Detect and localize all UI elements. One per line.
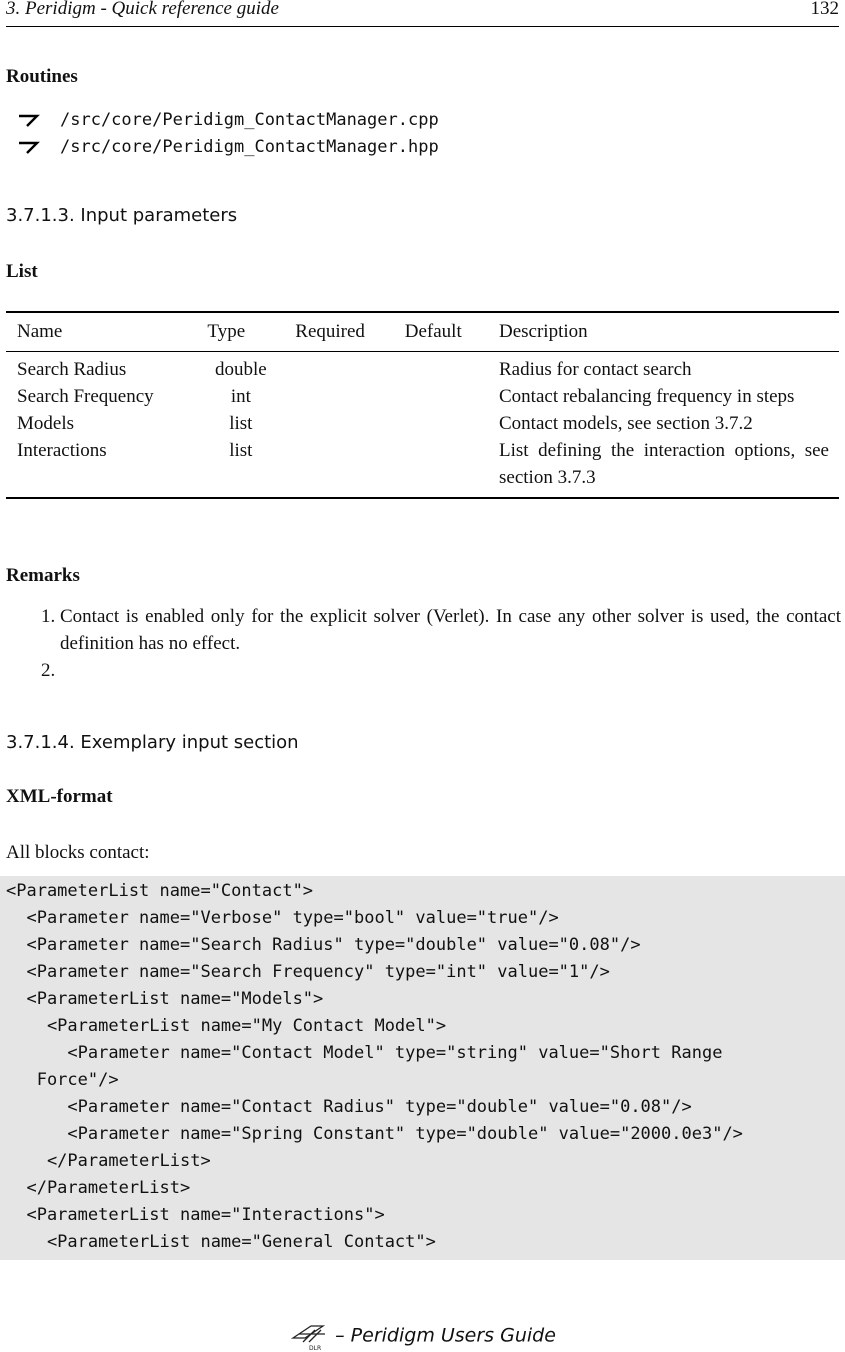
arrow-right-icon bbox=[16, 137, 46, 157]
code-line: <Parameter name="Spring Constant" type="double" value="2000.0e3"/> bbox=[6, 1124, 743, 1144]
code-line: <Parameter name="Search Radius" type="double" value="0.08"/> bbox=[6, 935, 641, 955]
cell-required bbox=[284, 437, 394, 498]
page-footer bbox=[0, 1320, 845, 1352]
cell-required bbox=[284, 410, 394, 437]
code-line: </ParameterList> bbox=[6, 1151, 211, 1171]
cell-default bbox=[394, 352, 488, 384]
code-line: <Parameter name="Verbose" type="bool" value="true"/> bbox=[6, 908, 559, 928]
parameter-table bbox=[6, 311, 839, 499]
routines-heading: Routines bbox=[6, 66, 78, 87]
code-line: <Parameter name="Contact Model" type="string" value="Short Range bbox=[6, 1043, 723, 1063]
cell-type: double bbox=[214, 359, 267, 380]
code-line: Force"/> bbox=[6, 1070, 119, 1090]
code-line: <ParameterList name="Models"> bbox=[6, 989, 324, 1009]
column-header-default: Default bbox=[394, 312, 488, 352]
code-line: <ParameterList name="General Contact"> bbox=[6, 1232, 436, 1252]
cell-type: list bbox=[229, 413, 253, 434]
section-heading-exemplary-input: 3.7.1.4. Exemplary input section bbox=[6, 732, 299, 753]
column-header-name: Name bbox=[6, 312, 196, 352]
intro-text: All blocks contact: bbox=[6, 842, 150, 863]
code-line: </ParameterList> bbox=[6, 1178, 191, 1198]
arrow-right-icon bbox=[16, 110, 46, 130]
cell-name: Search Frequency bbox=[17, 386, 154, 407]
routine-path: /src/core/Peridigm_ContactManager.hpp bbox=[60, 137, 439, 157]
running-header bbox=[6, 0, 839, 27]
list-heading: List bbox=[6, 261, 38, 282]
code-line: <ParameterList name="Contact"> bbox=[6, 881, 314, 901]
routine-item bbox=[16, 137, 439, 157]
cell-type: int bbox=[230, 386, 251, 407]
table-row bbox=[6, 410, 839, 437]
dlr-logo-icon bbox=[289, 1320, 329, 1352]
remarks-heading: Remarks bbox=[6, 565, 80, 586]
table-row bbox=[6, 437, 839, 498]
section-heading-input-parameters: 3.7.1.3. Input parameters bbox=[6, 205, 238, 226]
list-item bbox=[60, 657, 841, 684]
list-item: 1. Contact is enabled only for the explicit solver (Verlet). In case any other solver is used, the contact definition has no effect. bbox=[60, 603, 841, 657]
column-header-required: Required bbox=[284, 312, 394, 352]
remarks-list bbox=[6, 603, 841, 684]
cell-type: list bbox=[196, 437, 284, 498]
cell-default bbox=[394, 437, 488, 498]
cell-default bbox=[394, 383, 488, 410]
code-block bbox=[0, 876, 845, 1260]
cell-name: Search Radius bbox=[17, 359, 127, 380]
column-header-type: Type bbox=[196, 312, 284, 352]
cell-description: List defining the interaction options, see section 3.7.3 bbox=[488, 437, 839, 498]
logo-label: DLR bbox=[309, 1345, 322, 1352]
table-header-row bbox=[6, 312, 839, 352]
cell-required bbox=[284, 383, 394, 410]
table-row bbox=[6, 383, 839, 410]
header-title: 3. Peridigm - Quick reference guide bbox=[6, 0, 279, 19]
cell-description: Contact rebalancing frequency in steps bbox=[499, 386, 795, 407]
cell-name: Models bbox=[17, 413, 74, 434]
page-number: 132 bbox=[810, 0, 839, 19]
cell-default bbox=[394, 410, 488, 437]
cell-description: Contact models, see section 3.7.2 bbox=[499, 413, 753, 434]
code-line: <Parameter name="Search Frequency" type="int" value="1"/> bbox=[6, 962, 610, 982]
cell-description: Radius for contact search bbox=[499, 359, 692, 380]
code-line: <Parameter name="Contact Radius" type="double" value="0.08"/> bbox=[6, 1097, 692, 1117]
column-header-description: Description bbox=[488, 312, 839, 352]
table-row bbox=[6, 352, 839, 384]
cell-required bbox=[284, 352, 394, 384]
code-line: <ParameterList name="My Contact Model"> bbox=[6, 1016, 447, 1036]
routine-item bbox=[16, 110, 439, 130]
cell-name: Interactions bbox=[6, 437, 196, 498]
xml-format-heading: XML-format bbox=[6, 786, 113, 807]
code-line: <ParameterList name="Interactions"> bbox=[6, 1205, 385, 1225]
routine-path: /src/core/Peridigm_ContactManager.cpp bbox=[60, 110, 439, 130]
footer-text: – Peridigm Users Guide bbox=[335, 1324, 556, 1347]
